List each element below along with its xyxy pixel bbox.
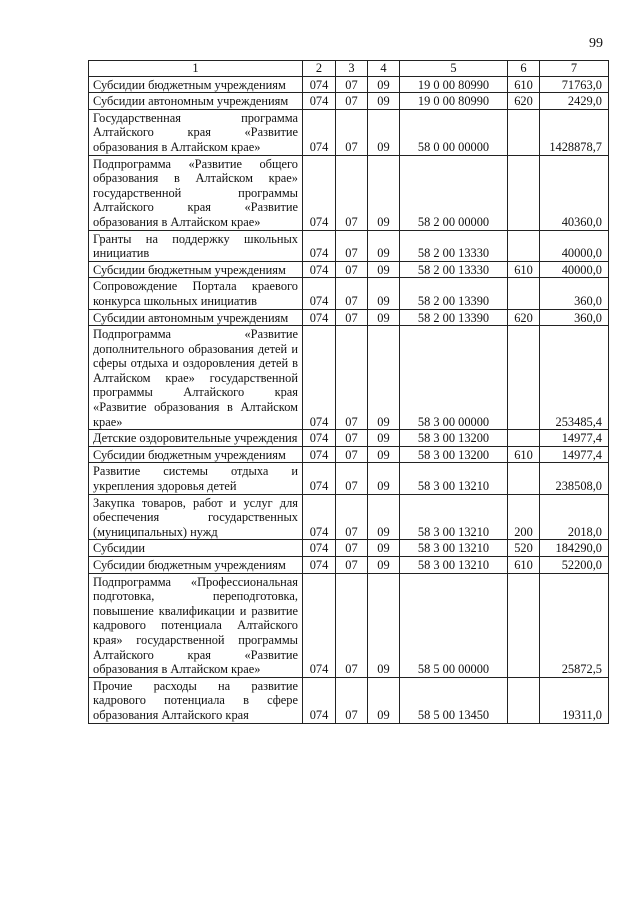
- row-name: Субсидии автономным учреждениям: [89, 93, 303, 110]
- subsection-code: 09: [368, 677, 400, 723]
- amount: 360,0: [540, 309, 609, 326]
- amount: 19311,0: [540, 677, 609, 723]
- row-name: Детские оздоровительные учреждения: [89, 430, 303, 447]
- table-row: [89, 278, 609, 309]
- subsection-code: 09: [368, 557, 400, 574]
- admin-code: 074: [303, 446, 336, 463]
- expense-type-code: [508, 463, 540, 494]
- subsection-code: 09: [368, 76, 400, 93]
- admin-code: 074: [303, 261, 336, 278]
- table-row: [89, 93, 609, 110]
- table-row: [89, 76, 609, 93]
- section-code: 07: [336, 155, 368, 230]
- column-header: 3: [336, 61, 368, 77]
- row-name: Субсидии бюджетным учреждениям: [89, 76, 303, 93]
- column-header: 2: [303, 61, 336, 77]
- section-code: 07: [336, 677, 368, 723]
- subsection-code: 09: [368, 326, 400, 430]
- column-header: 6: [508, 61, 540, 77]
- subsection-code: 09: [368, 93, 400, 110]
- amount: 2429,0: [540, 93, 609, 110]
- target-item-code: 58 3 00 13200: [400, 430, 508, 447]
- expense-type-code: 620: [508, 309, 540, 326]
- target-item-code: 58 2 00 13390: [400, 278, 508, 309]
- table-row: [89, 155, 609, 230]
- amount: 52200,0: [540, 557, 609, 574]
- expense-type-code: [508, 573, 540, 677]
- budget-table: [88, 60, 609, 724]
- section-code: 07: [336, 76, 368, 93]
- row-name: Подпрограмма «Развитие дополнительного образования детей и сферы отдыха и оздоровления детей в Алтайском крае» государственной программы Алтайского края «Развитие образования в Алтайском крае»: [89, 326, 303, 430]
- expense-type-code: [508, 230, 540, 261]
- amount: 40360,0: [540, 155, 609, 230]
- subsection-code: 09: [368, 494, 400, 540]
- row-name: Закупка товаров, работ и услуг для обеспечения государственных (муниципальных) нужд: [89, 494, 303, 540]
- admin-code: 074: [303, 155, 336, 230]
- table-row: [89, 446, 609, 463]
- section-code: 07: [336, 109, 368, 155]
- subsection-code: 09: [368, 309, 400, 326]
- table-row: [89, 430, 609, 447]
- target-item-code: 58 3 00 13210: [400, 557, 508, 574]
- target-item-code: 58 0 00 00000: [400, 109, 508, 155]
- row-name: Субсидии автономным учреждениям: [89, 309, 303, 326]
- expense-type-code: [508, 677, 540, 723]
- subsection-code: 09: [368, 278, 400, 309]
- header-row: [89, 61, 609, 77]
- target-item-code: 58 3 00 13210: [400, 463, 508, 494]
- amount: 184290,0: [540, 540, 609, 557]
- section-code: 07: [336, 494, 368, 540]
- row-name: Развитие системы отдыха и укрепления здоровья детей: [89, 463, 303, 494]
- subsection-code: 09: [368, 540, 400, 557]
- target-item-code: 19 0 00 80990: [400, 93, 508, 110]
- amount: 253485,4: [540, 326, 609, 430]
- row-name: Субсидии бюджетным учреждениям: [89, 446, 303, 463]
- row-name: Сопровождение Портала краевого конкурса школьных инициатив: [89, 278, 303, 309]
- admin-code: 074: [303, 93, 336, 110]
- expense-type-code: [508, 326, 540, 430]
- row-name: Подпрограмма «Профессиональная подготовка, переподготовка, повышение квалификации и развитие кадрового потенциала Алтайского края» государственной программы Алтайского края «Развитие образования в Алтайском крае»: [89, 573, 303, 677]
- target-item-code: 58 5 00 00000: [400, 573, 508, 677]
- row-name: Прочие расходы на развитие кадрового потенциала в сфере образования Алтайского края: [89, 677, 303, 723]
- amount: 14977,4: [540, 430, 609, 447]
- expense-type-code: 620: [508, 93, 540, 110]
- row-name: Государственная программа Алтайского края «Развитие образования в Алтайском крае»: [89, 109, 303, 155]
- target-item-code: 58 3 00 00000: [400, 326, 508, 430]
- admin-code: 074: [303, 430, 336, 447]
- target-item-code: 58 2 00 00000: [400, 155, 508, 230]
- admin-code: 074: [303, 463, 336, 494]
- section-code: 07: [336, 446, 368, 463]
- expense-type-code: [508, 278, 540, 309]
- amount: 1428878,7: [540, 109, 609, 155]
- admin-code: 074: [303, 76, 336, 93]
- target-item-code: 19 0 00 80990: [400, 76, 508, 93]
- admin-code: 074: [303, 557, 336, 574]
- table-row: [89, 540, 609, 557]
- column-header: 4: [368, 61, 400, 77]
- admin-code: 074: [303, 326, 336, 430]
- expense-type-code: 610: [508, 76, 540, 93]
- admin-code: 074: [303, 230, 336, 261]
- target-item-code: 58 2 00 13330: [400, 230, 508, 261]
- expense-type-code: 520: [508, 540, 540, 557]
- table-row: [89, 309, 609, 326]
- column-header: 1: [89, 61, 303, 77]
- amount: 71763,0: [540, 76, 609, 93]
- section-code: 07: [336, 463, 368, 494]
- amount: 40000,0: [540, 261, 609, 278]
- amount: 40000,0: [540, 230, 609, 261]
- table-row: [89, 573, 609, 677]
- amount: 238508,0: [540, 463, 609, 494]
- table-row: [89, 494, 609, 540]
- section-code: 07: [336, 326, 368, 430]
- section-code: 07: [336, 230, 368, 261]
- expense-type-code: 610: [508, 261, 540, 278]
- admin-code: 074: [303, 494, 336, 540]
- subsection-code: 09: [368, 573, 400, 677]
- table-row: [89, 230, 609, 261]
- target-item-code: 58 3 00 13210: [400, 540, 508, 557]
- admin-code: 074: [303, 573, 336, 677]
- subsection-code: 09: [368, 261, 400, 278]
- table-row: [89, 677, 609, 723]
- section-code: 07: [336, 278, 368, 309]
- expense-type-code: [508, 109, 540, 155]
- admin-code: 074: [303, 677, 336, 723]
- table-row: [89, 326, 609, 430]
- subsection-code: 09: [368, 463, 400, 494]
- table-row: [89, 557, 609, 574]
- amount: 2018,0: [540, 494, 609, 540]
- expense-type-code: 200: [508, 494, 540, 540]
- amount: 25872,5: [540, 573, 609, 677]
- expense-type-code: [508, 430, 540, 447]
- subsection-code: 09: [368, 155, 400, 230]
- target-item-code: 58 2 00 13390: [400, 309, 508, 326]
- subsection-code: 09: [368, 109, 400, 155]
- target-item-code: 58 5 00 13450: [400, 677, 508, 723]
- section-code: 07: [336, 573, 368, 677]
- expense-type-code: 610: [508, 557, 540, 574]
- target-item-code: 58 2 00 13330: [400, 261, 508, 278]
- expense-type-code: 610: [508, 446, 540, 463]
- section-code: 07: [336, 430, 368, 447]
- section-code: 07: [336, 540, 368, 557]
- admin-code: 074: [303, 309, 336, 326]
- section-code: 07: [336, 309, 368, 326]
- admin-code: 074: [303, 540, 336, 557]
- expense-type-code: [508, 155, 540, 230]
- row-name: Субсидии бюджетным учреждениям: [89, 557, 303, 574]
- row-name: Гранты на поддержку школьных инициатив: [89, 230, 303, 261]
- row-name: Подпрограмма «Развитие общего образования в Алтайском крае» государственной программы Алтайского края «Развитие образования в Алтайском крае»: [89, 155, 303, 230]
- subsection-code: 09: [368, 230, 400, 261]
- table-row: [89, 261, 609, 278]
- section-code: 07: [336, 557, 368, 574]
- row-name: Субсидии: [89, 540, 303, 557]
- section-code: 07: [336, 93, 368, 110]
- section-code: 07: [336, 261, 368, 278]
- target-item-code: 58 3 00 13200: [400, 446, 508, 463]
- amount: 14977,4: [540, 446, 609, 463]
- subsection-code: 09: [368, 446, 400, 463]
- subsection-code: 09: [368, 430, 400, 447]
- table-row: [89, 109, 609, 155]
- page-number: 99: [589, 36, 603, 51]
- amount: 360,0: [540, 278, 609, 309]
- target-item-code: 58 3 00 13210: [400, 494, 508, 540]
- column-header: 5: [400, 61, 508, 77]
- row-name: Субсидии бюджетным учреждениям: [89, 261, 303, 278]
- column-header: 7: [540, 61, 609, 77]
- table-row: [89, 463, 609, 494]
- admin-code: 074: [303, 278, 336, 309]
- admin-code: 074: [303, 109, 336, 155]
